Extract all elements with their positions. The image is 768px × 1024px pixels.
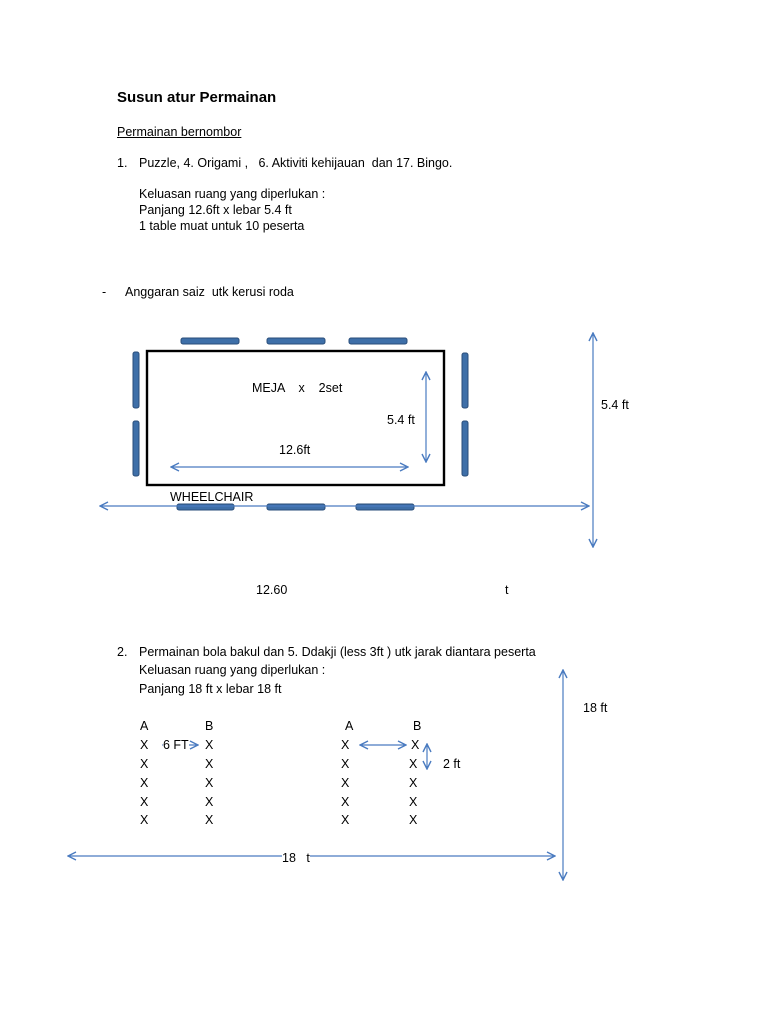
bullet-mark: - xyxy=(102,285,107,299)
section1-line-1: Keluasan ruang yang diperlukan : xyxy=(139,187,326,201)
section2-line-2: Panjang 18 ft x lebar 18 ft xyxy=(139,682,282,696)
table-length-label: 12.6ft xyxy=(279,443,311,457)
player-mark: X xyxy=(205,813,214,827)
player-mark: X xyxy=(205,776,214,790)
row-gap-label: 2 ft xyxy=(443,757,461,771)
player-mark: X xyxy=(341,813,350,827)
player-mark: X xyxy=(140,795,149,809)
player-mark: X xyxy=(341,776,350,790)
table-label: MEJA x 2set xyxy=(252,381,343,395)
section1-number: 1. xyxy=(117,156,128,170)
wheelchair-label: WHEELCHAIR xyxy=(170,490,254,504)
player-mark: X xyxy=(409,795,418,809)
chair-left-2 xyxy=(133,421,139,476)
chair-top-2 xyxy=(267,338,325,344)
chair-right-2 xyxy=(462,421,468,476)
outer-height-label: 5.4 ft xyxy=(601,398,629,412)
player-mark: X xyxy=(341,795,350,809)
chair-right-1 xyxy=(462,353,468,408)
col-b-left: B xyxy=(205,719,214,733)
chair-top-1 xyxy=(181,338,239,344)
player-mark: X xyxy=(140,813,149,827)
player-mark: X xyxy=(409,757,418,771)
section1-line-2: Panjang 12.6ft x lebar 5.4 ft xyxy=(139,203,292,217)
section1-line-3: 1 table muat untuk 10 peserta xyxy=(139,219,305,233)
chair-bottom-2 xyxy=(267,504,325,510)
area-height-label: 18 ft xyxy=(583,701,608,715)
col-a-left: A xyxy=(140,719,149,733)
player-mark: X xyxy=(341,738,350,752)
area-length-label: 18 t xyxy=(282,851,310,865)
outer-length-label: 12.60 xyxy=(256,583,288,597)
section2-line-1: Keluasan ruang yang diperlukan : xyxy=(139,663,326,677)
spacing-label: 6 FT xyxy=(163,738,189,752)
player-mark: X xyxy=(140,757,149,771)
col-b-right: B xyxy=(413,719,422,733)
outer-length-label-tail: t xyxy=(505,583,509,597)
section2-number: 2. xyxy=(117,645,128,659)
player-mark: X xyxy=(205,738,214,752)
page-title: Susun atur Permainan xyxy=(117,89,277,106)
table-width-label: 5.4 ft xyxy=(387,413,415,427)
section1-text: Puzzle, 4. Origami , 6. Aktiviti kehijauan dan 17. Bingo. xyxy=(139,156,453,170)
bullet-text: Anggaran saiz utk kerusi roda xyxy=(125,285,294,299)
player-mark: X xyxy=(140,738,149,752)
chair-top-3 xyxy=(349,338,407,344)
section2-text: Permainan bola bakul dan 5. Ddakji (less 3ft ) utk jarak diantara peserta xyxy=(139,645,536,659)
col-a-right: A xyxy=(345,719,354,733)
player-mark: X xyxy=(205,757,214,771)
player-mark: X xyxy=(409,776,418,790)
player-mark: X xyxy=(411,738,420,752)
player-mark: X xyxy=(409,813,418,827)
chair-left-1 xyxy=(133,352,139,408)
chair-bottom-3 xyxy=(356,504,414,510)
player-mark: X xyxy=(140,776,149,790)
player-mark: X xyxy=(205,795,214,809)
player-mark: X xyxy=(341,757,350,771)
section-heading: Permainan bernombor xyxy=(117,125,242,139)
